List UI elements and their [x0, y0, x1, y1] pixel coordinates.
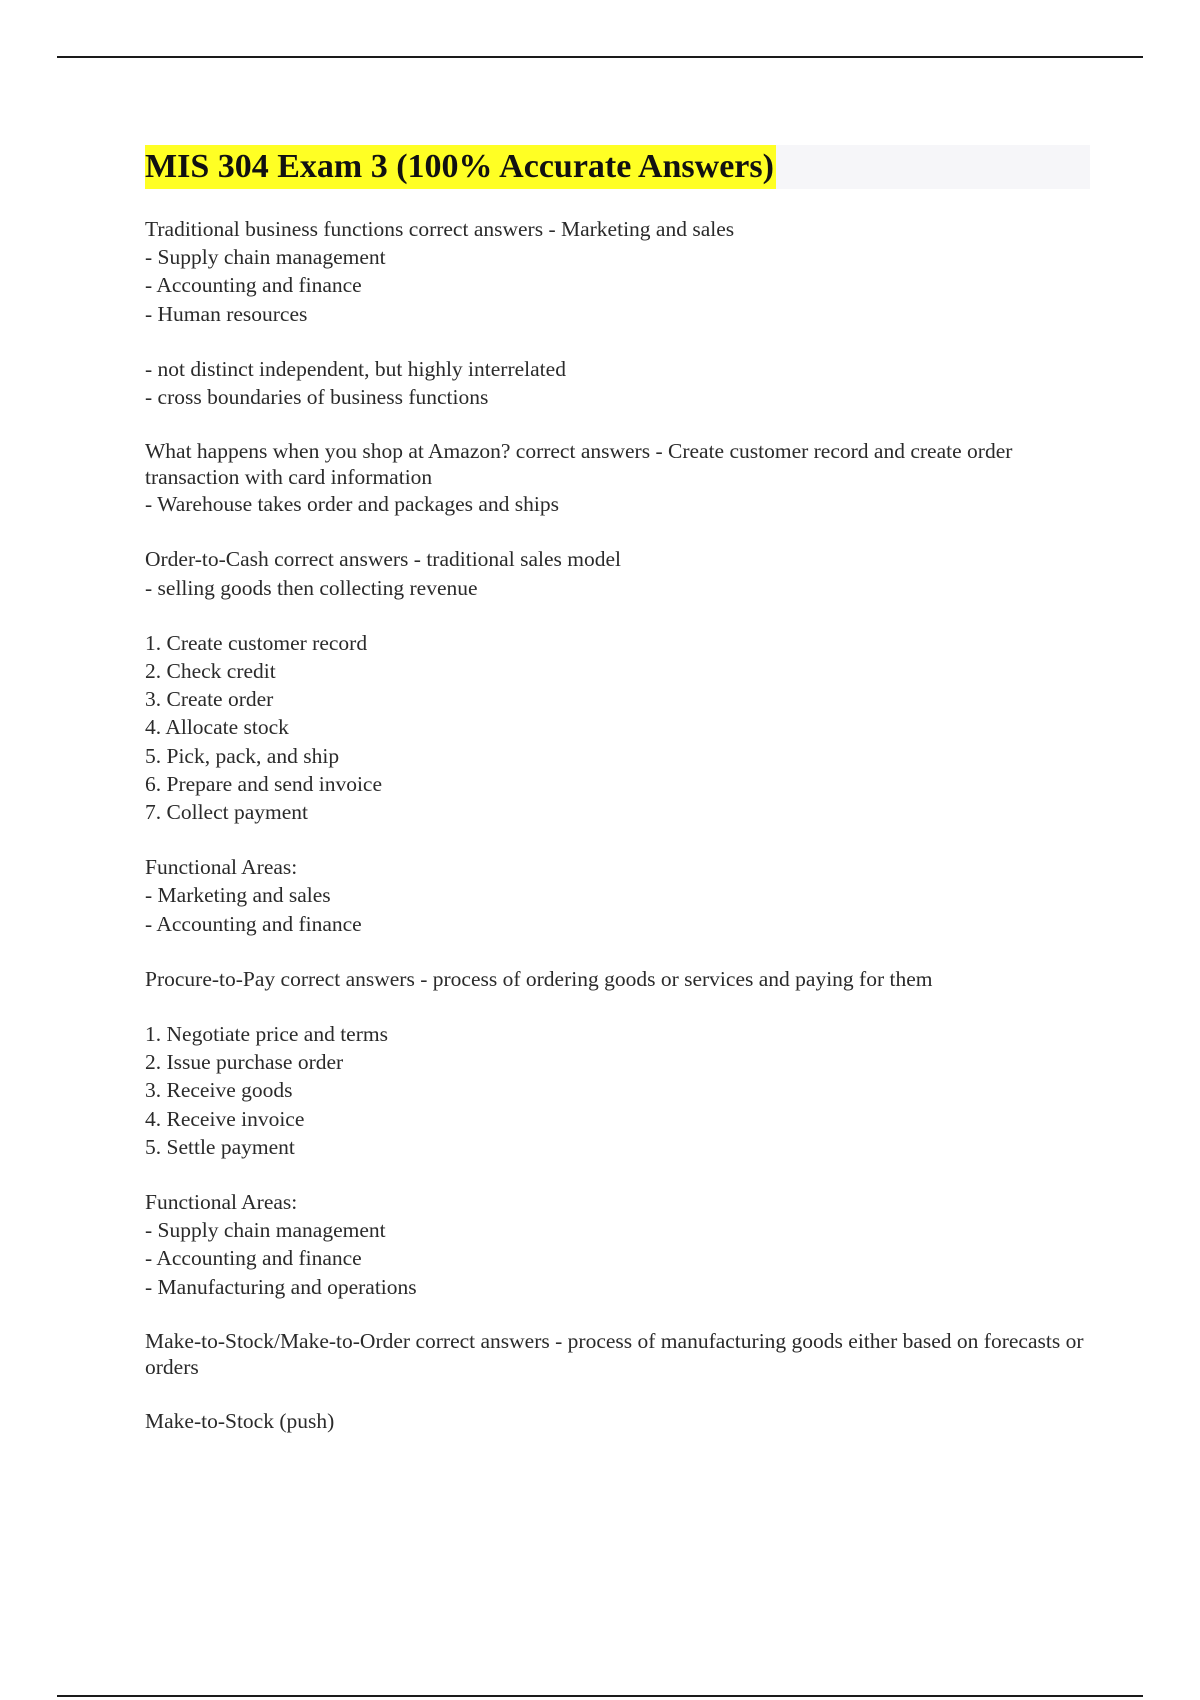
text-line: - Human resources [145, 301, 308, 326]
text-line: - selling goods then collecting revenue [145, 575, 478, 600]
list-item: 1. Negotiate price and terms [145, 1022, 388, 1047]
text-line: - Manufacturing and operations [145, 1274, 417, 1299]
block-order-to-cash [145, 545, 1090, 601]
block-make-to-stock-order [145, 1328, 1090, 1380]
text-line: - Supply chain management [145, 1218, 386, 1243]
block-procure-to-pay [145, 965, 1090, 993]
block-make-to-stock [145, 1407, 1090, 1435]
text-line: Traditional business functions correct answers - Marketing and sales [145, 217, 735, 241]
list-item: 2. Issue purchase order [145, 1050, 344, 1075]
text-line: - Accounting and finance [145, 273, 362, 298]
header-rule [57, 56, 1143, 58]
block-interrelated [145, 355, 1090, 411]
list-item: 6. Prepare and send invoice [145, 771, 383, 796]
text-line: What happens when you shop at Amazon? correct answers - Create customer record and create order transaction with card information [145, 439, 1013, 490]
block-functional-areas-1 [145, 853, 1090, 938]
text-line: Functional Areas: [145, 855, 298, 880]
list-item: 5. Pick, pack, and ship [145, 743, 340, 768]
list-item: 4. Receive invoice [145, 1106, 305, 1131]
text-line: - Supply chain management [145, 245, 386, 270]
list-item: 2. Check credit [145, 659, 276, 684]
list-item: 1. Create customer record [145, 630, 368, 655]
text-line: - not distinct independent, but highly interrelated [145, 356, 566, 381]
list-item: 3. Receive goods [145, 1078, 293, 1103]
text-line: Procure-to-Pay correct answers - process of ordering goods or services and paying for them [145, 966, 933, 991]
text-line: - Marketing and sales [145, 883, 331, 908]
text-line: - cross boundaries of business functions [145, 385, 489, 410]
title-band [145, 145, 1090, 189]
document-body [145, 145, 1090, 1435]
text-line: Make-to-Stock/Make-to-Order correct answers - process of manufacturing goods either based on forecasts or orders [145, 1328, 1084, 1379]
text-line: - Accounting and finance [145, 1246, 362, 1271]
block-functional-areas-2 [145, 1188, 1090, 1301]
text-line: - Warehouse takes order and packages and ships [145, 492, 559, 517]
text-line: Functional Areas: [145, 1190, 298, 1215]
list-item: 7. Collect payment [145, 800, 309, 825]
block-amazon [145, 438, 1090, 518]
block-traditional-functions [145, 215, 1090, 328]
document-title: MIS 304 Exam 3 (100% Accurate Answers) [145, 145, 776, 189]
list-item: 4. Allocate stock [145, 715, 289, 740]
text-line: Make-to-Stock (push) [145, 1408, 335, 1433]
list-item: 5. Settle payment [145, 1134, 295, 1159]
list-item: 3. Create order [145, 687, 274, 712]
text-line: Order-to-Cash correct answers - traditional sales model [145, 547, 621, 572]
block-order-to-cash-steps [145, 629, 1090, 826]
footer-rule [57, 1695, 1143, 1697]
text-line: - Accounting and finance [145, 911, 362, 936]
block-procure-to-pay-steps [145, 1020, 1090, 1161]
